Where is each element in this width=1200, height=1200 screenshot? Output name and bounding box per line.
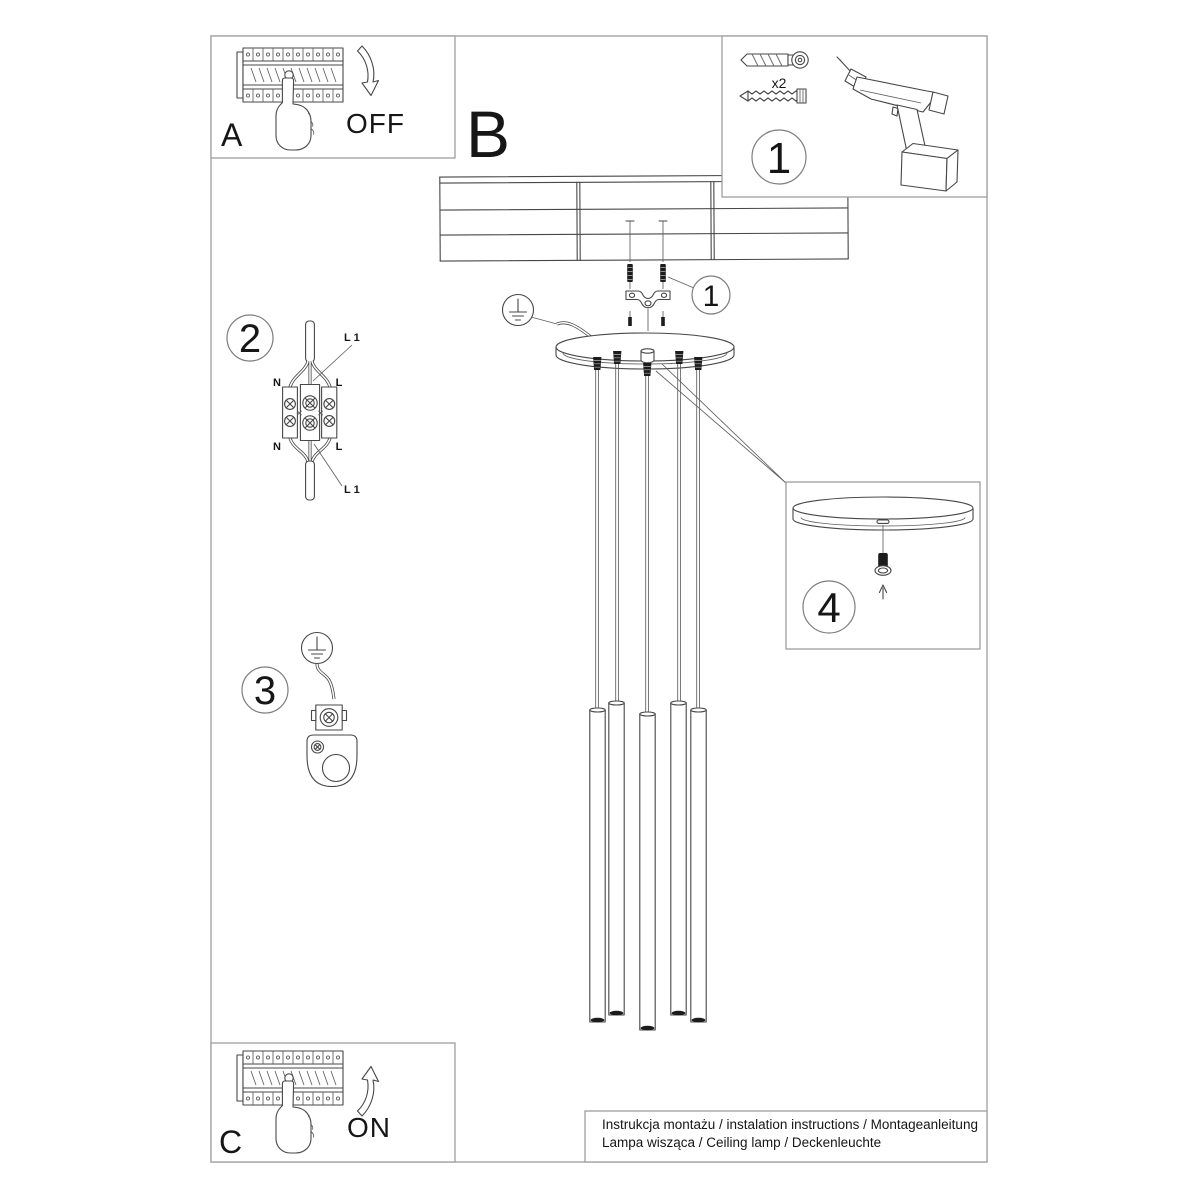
tools-panel xyxy=(722,36,987,197)
step-1-number: 1 xyxy=(766,134,792,183)
breaker-on-panel xyxy=(211,1043,455,1162)
step-2-number: 2 xyxy=(238,317,262,361)
on-label: ON xyxy=(347,1112,391,1143)
live-top-label: L xyxy=(335,377,343,389)
pendant-tube xyxy=(609,701,624,1015)
panel-a-label: A xyxy=(221,117,243,153)
pendant-tube xyxy=(590,708,605,1022)
neutral-top-label: N xyxy=(273,377,281,389)
footer-line-1: Instrukcja montażu / instalation instructions / Montageanleitung xyxy=(602,1117,978,1132)
panel-b-label: B xyxy=(466,97,511,171)
pendant-tube xyxy=(671,701,686,1015)
pendant-tube xyxy=(691,708,706,1022)
line-bottom-label: L 1 xyxy=(344,484,360,496)
callout-1-number: 1 xyxy=(702,280,720,313)
terminal-block-icon xyxy=(283,385,337,441)
footer-title-block xyxy=(585,1111,987,1162)
footer-line-2: Lampa wisząca / Ceiling lamp / Deckenleuchte xyxy=(602,1135,882,1150)
cable-gland-icon xyxy=(593,357,601,370)
ground-bracket-icon xyxy=(307,735,357,787)
line-top-label: L 1 xyxy=(344,332,360,344)
cable-gland-icon xyxy=(675,351,683,364)
cable-gland-icon xyxy=(643,363,651,376)
pendant-tube xyxy=(640,712,655,1030)
panel-c-label: C xyxy=(219,1124,243,1160)
supply-cable-top xyxy=(306,321,315,362)
cable-gland-icon xyxy=(613,351,621,364)
quantity-label: x2 xyxy=(771,75,787,91)
off-label: OFF xyxy=(346,108,405,139)
step-3-number: 3 xyxy=(253,669,277,713)
step-4-number: 4 xyxy=(817,584,841,631)
breaker-off-panel xyxy=(211,36,455,158)
neutral-bottom-label: N xyxy=(273,441,281,453)
live-bottom-label: L xyxy=(335,441,343,453)
ground-terminal-icon xyxy=(312,705,347,730)
wall-plug-icon xyxy=(741,52,808,68)
cable-gland-icon xyxy=(694,357,702,370)
gland-slot xyxy=(877,520,889,523)
supply-cable-bottom xyxy=(306,461,315,500)
canopy-detail-panel xyxy=(786,482,980,649)
grounding-symbol-icon xyxy=(302,633,333,664)
